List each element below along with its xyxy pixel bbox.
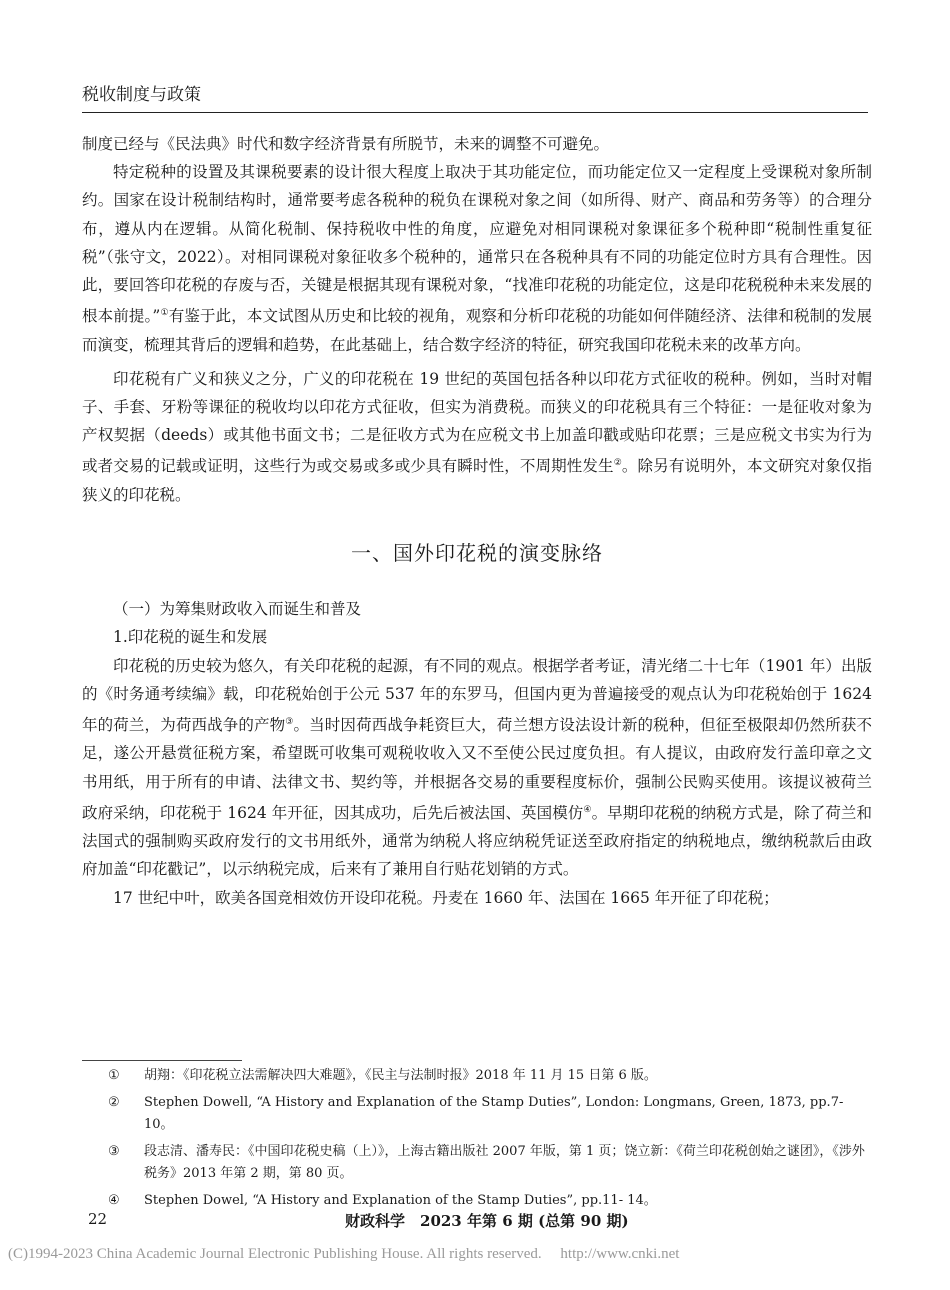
subsubsection-heading: 1.印花税的诞生和发展 [113, 628, 268, 647]
footnote-ref[interactable]: ① [160, 308, 169, 319]
footnote-ref[interactable]: ③ [285, 716, 294, 727]
paragraph [82, 158, 872, 359]
header-rule [82, 112, 868, 113]
footnote [82, 1141, 868, 1185]
text-run: 。当时因荷西战争耗资巨大，荷兰想方设法设计新的税种，但征至极限却仍然所获不足，遂公开悬赏征税方案，希望既可收集可观税收收入又不至使公民过度负担。有人提议，由政府发行盖印章之文书用纸，用于所有的申请、法律文书、契约等，并根据各交易的重要程度标价，强制公民购买使用。该提议被荷兰政府采纳，印花税于 1624 年开征，因其成功，后先后被法国、英国模仿 [82, 716, 872, 822]
footnote-number: ④ [108, 1193, 120, 1208]
subsection-heading: （一）为筹集财政收入而诞生和普及 [113, 600, 362, 619]
footnote-text: Stephen Dowell, “A History and Explanation of the Stamp Duties”, London: Longmans, Green, 1873, pp.7- 10。 [144, 1095, 844, 1132]
footnote [82, 1065, 868, 1087]
footnote-number: ② [108, 1095, 120, 1110]
paragraph [82, 365, 872, 509]
footnote-number: ③ [108, 1144, 120, 1159]
paragraph: 制度已经与《民法典》时代和数字经济背景有所脱节，未来的调整不可避免。 [82, 135, 610, 153]
paragraph: 17 世纪中叶，欧美各国竞相效仿开设印花税。丹麦在 1660 年、法国在 1665 年开征了印花税； [113, 888, 779, 907]
footnote-number: ① [108, 1068, 120, 1083]
footnotes [82, 1065, 868, 1217]
article-body [82, 130, 872, 912]
running-header: 税收制度与政策 [82, 85, 201, 105]
footnote-ref[interactable]: ④ [583, 804, 592, 815]
footnote-text: 段志清、潘寿民：《中国印花税史稿（上）》，上海古籍出版社 2007 年版，第 1 页；饶立新：《荷兰印花税创始之谜团》，《涉外税务》2013 年第 2 期，第 80 页。 [144, 1144, 865, 1181]
section-heading: 一、国外印花税的演变脉络 [351, 540, 603, 565]
paragraph [82, 652, 872, 884]
text-run: 印花税有广义和狭义之分，广义的印花税在 19 世纪的英国包括各种以印花方式征收的税种。例如，当时对帽子、手套、牙粉等课征的税收均以印花方式征收，但实为消费税。而狭义的印花税具有三个特征：一是征收对象为产权契据（deeds）或其他书面文书；二是征收方式为在应税文书上加盖印戳或贴印花票；三是应税文书实为行为或者交易的记载或证明，这些行为或交易或多或少具有瞬时性，不周期性发生 [82, 369, 872, 476]
text-run: 。除另有说明外，本文研究对象仅指狭义的印花税。 [82, 457, 872, 504]
footnote-ref[interactable]: ② [613, 458, 622, 469]
copyright-watermark: (C)1994-2023 China Academic Journal Electronic Publishing House. All rights reserved. http://www.cnki.net [8, 1246, 680, 1262]
footnote-text: 胡翔：《印花税立法需解决四大难题》，《民主与法制时报》2018 年 11 月 15 日第 6 版。 [144, 1068, 657, 1083]
text-run: 印花税的历史较为悠久，有关印花税的起源，有不同的观点。根据学者考证，清光绪二十七年（1901 年）出版的《时务通考续编》载，印花税始创于公元 537 年的东罗马，但国内更为普遍接受的观点认为印花税始创于 1624 年的荷兰，为荷西战争的产物 [82, 656, 872, 735]
text-run: 。早期印花税的纳税方式是，除了荷兰和法国式的强制购买政府发行的文书用纸外，通常为纳税人将应纳税凭证送至政府指定的纳税地点，缴纳税款后由政府加盖“印花戳记”，以示纳税完成，后来有了兼用自行贴花划销的方式。 [82, 803, 872, 879]
journal-info: 财政科学 2023 年第 6 期 (总第 90 期) [345, 1212, 629, 1230]
page-number: 22 [88, 1210, 108, 1228]
footnote [82, 1190, 868, 1212]
footnote [82, 1092, 868, 1136]
text-run: 特定税种的设置及其课税要素的设计很大程度上取决于其功能定位，而功能定位又一定程度上受课税对象所制约。国家在设计税制结构时，通常要考虑各税种的税负在课税对象之间（如所得、财产、商品和劳务等）的合理分布，遵从内在逻辑。从简化税制、保持税收中性的角度，应避免对相同课税对象课征多个税种即“税制性重复征税”（张守文，2022）。对相同课税对象征收多个税种的，通常只在各税种具有不同的功能定位时方具有合理性。因此，要回答印花税的存废与否，关键是根据其现有课税对象，“找准印花税的功能定位，这是印花税税种未来发展的根本前提。” [82, 163, 872, 326]
footnote-rule [82, 1060, 242, 1061]
text-run: 有鉴于此，本文试图从历史和比较的视角，观察和分析印花税的功能如何伴随经济、法律和税制的发展而演变，梳理其背后的逻辑和趋势，在此基础上，结合数字经济的特征，研究我国印花税未来的改革方向。 [82, 307, 872, 354]
footnote-text: Stephen Dowel, “A History and Explanation of the Stamp Duties”, pp.11- 14。 [144, 1193, 657, 1208]
